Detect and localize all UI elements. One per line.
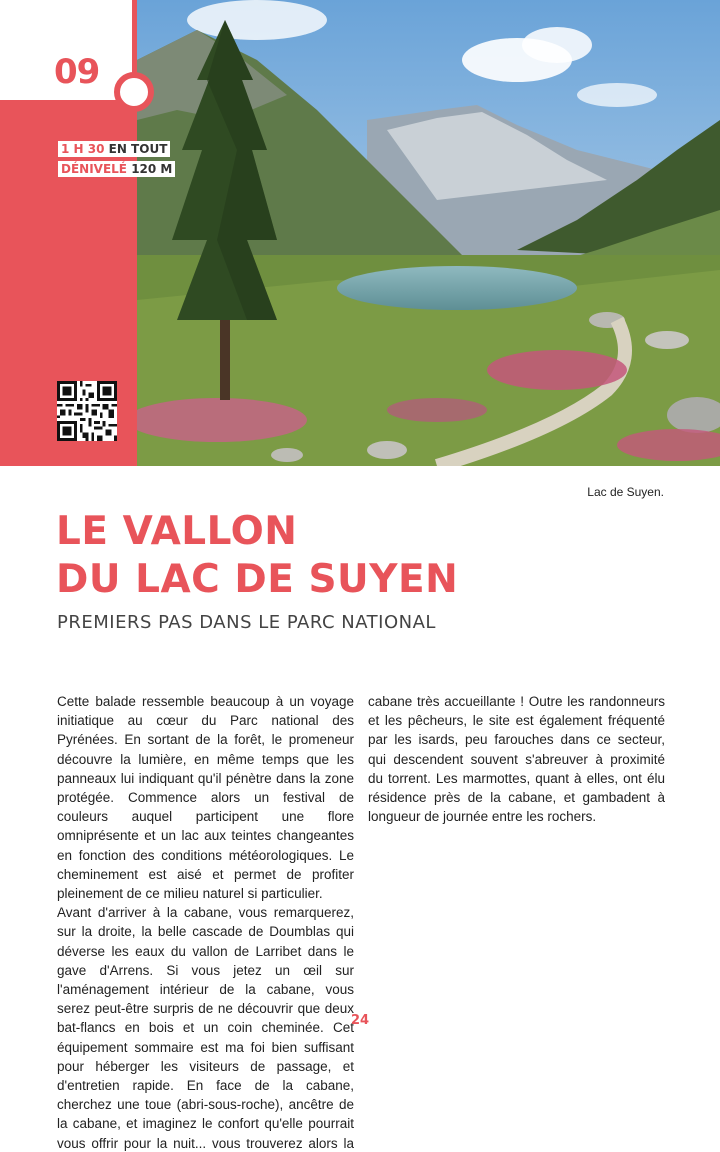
elevation-value: 120 M xyxy=(131,162,173,176)
paragraph-cabane-continued xyxy=(368,692,665,826)
photo-caption: Lac de Suyen. xyxy=(587,485,664,499)
duration-info xyxy=(58,141,170,157)
duration-suffix: EN TOUT xyxy=(108,142,168,156)
title-line-2: DU LAC DE SUYEN xyxy=(56,557,459,602)
elevation-label: DÉNIVELÉ xyxy=(61,162,127,176)
elevation-info xyxy=(58,161,175,177)
text-column-left xyxy=(57,692,354,1152)
page-number: 24 xyxy=(350,1013,370,1028)
paragraph-intro: Cette balade ressemble beaucoup à un voyage initiatique au cœur du Parc national des Pyrénées. En sortant de la forêt, le promeneur découvre la lumière, en même temps que les panneaux lui indiquant qu'il pénètre dans la zone protégée. Commence alors un festival de couleurs auquel participent une flore omniprésente et un lac aux teintes changeantes en fonction des conditions météorologiques. Le cheminement est aisé et permet de profiter pleinement de ce milieu naturel si particulier. xyxy=(57,694,354,902)
hike-info xyxy=(58,140,175,180)
paragraph-cabane: Avant d'arriver à la cabane, vous remarquerez, sur la droite, la belle cascade de Doumblas qui déverse les eaux du vallon de Larribet dans le gave d'Arrens. Si vous jetez un œil sur l'aménagement intérieur de la cabane, vous serez peut-être surpris de ne découvrir que deux bat-flancs en bois et un coin cheminée. Cet équipement sommaire est ma foi bien suffisant pour héberger les visiteurs de passage, et d'entretien rapide. En face de la cabane, cherchez une toue (abri-sous-roche), ancêtre de la cabane, et imaginez le confort qu'elle pourrait vous offrir pour la nuit... vous trouverez alors la xyxy=(57,905,354,1151)
duration-label: 1 H 30 xyxy=(61,142,105,156)
page-title xyxy=(56,508,458,604)
text-column-right xyxy=(368,692,665,980)
paragraph-cabane-flow: cabane très accueillante ! Outre les randonneurs et les pêcheurs, le site est également fréquenté par les isards, peu farouches dans ce secteur, qui descendent souvent s'abreuver à proximité du torrent. Les marmottes, quant à elles, ont élu résidence près de la cabane, et gambadent à longueur de journée entre les rochers. xyxy=(368,694,665,825)
qr-code-icon[interactable] xyxy=(57,381,117,441)
route-marker-icon xyxy=(114,72,154,112)
page-subtitle: PREMIERS PAS DANS LE PARC NATIONAL xyxy=(57,612,436,633)
landscape-photo xyxy=(137,0,720,466)
title-line-1: LE VALLON xyxy=(56,509,298,554)
hike-number: 09 xyxy=(54,52,100,92)
